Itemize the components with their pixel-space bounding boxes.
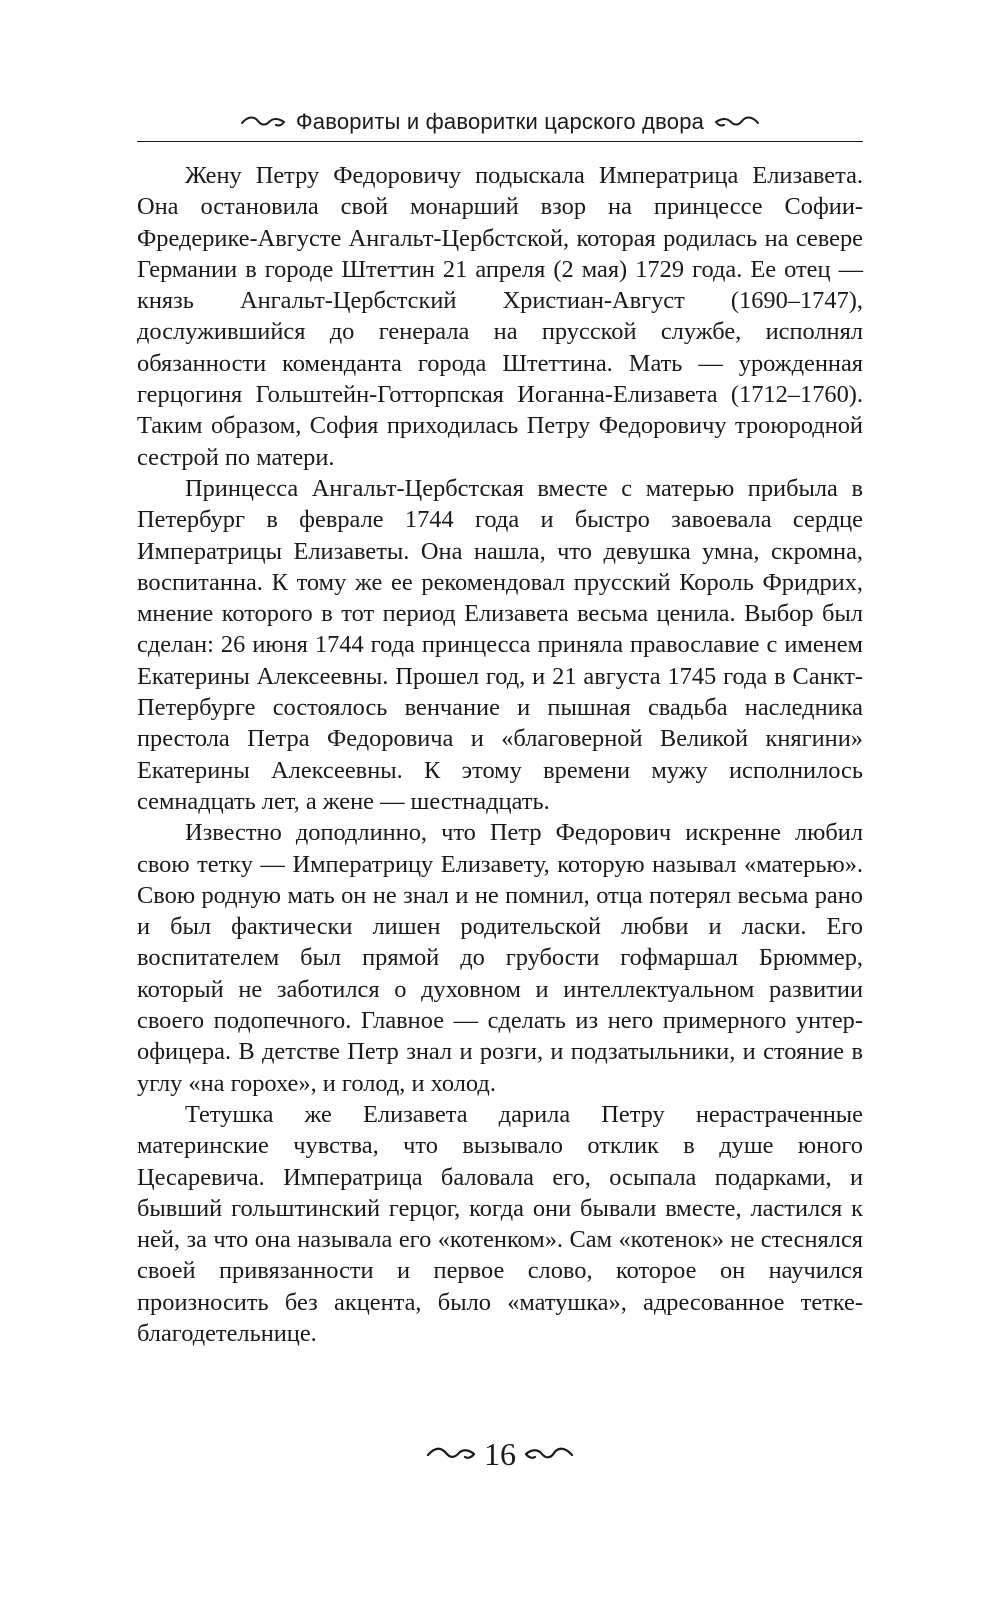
running-head: [137, 104, 863, 140]
paragraph: Тетушка же Елизавета дарила Петру нерастраченные материнские чувства, что вызывало отклик в душе юного Цесаревича. Императрица баловала его, осыпала подарками, и бывший гольштинский герцог, когда они бывали вместе, ластился к ней, за что она называла его «котенком». Сам «котенок» не стеснялся своей привязанности и первое слово, которое он научился произносить без акцента, было «матушка», адресованное тетке-благодетельнице.: [137, 1100, 863, 1347]
paragraph: Жену Петру Федоровичу подыскала Императрица Елизавета. Она остановила свой монарший взор на принцессе Софии-Фредерике-Августе Ангальт-Цербстской, которая родилась на севере Германии в городе Штеттин 21 апреля (2 мая) 1729 года. Ее отец — князь Ангальт-Цербстский Христиан-Август (1690–1747), дослужившийся до генерала на прусской службе, исполнял обязанности коменданта города Штеттина. Мать — урожденная герцогиня Гольштейн-Готторпская Иоганна-Елизавета (1712–1760). Таким образом, София приходилась Петру Федоровичу троюродной сестрой по матери.: [137, 162, 863, 471]
body-text: [137, 160, 863, 1349]
swash-ornament-icon: [240, 114, 286, 130]
swash-ornament-icon: [524, 1445, 574, 1463]
paragraph: Известно доподлинно, что Петр Федорович искренне любил свою тетку — Императрицу Елизавету, которую называл «матерью». Свою родную мать он не знал и не помнил, отца потерял весьма рано и был фактически лишен родительской любви и ласки. Его воспитателем был прямой до грубости гофмаршал Брюммер, который не заботился о духовном и интеллектуальном развитии своего подопечного. Главное — сделать из него примерного унтер-офицера. В детстве Петр знал и розги, и подзатыльники, и стояние в углу «на горохе», и голод, и холод.: [137, 819, 863, 1097]
running-head-title: Фавориты и фаворитки царского двора: [295, 109, 705, 134]
swash-ornament-icon: [426, 1445, 476, 1463]
swash-ornament-icon: [714, 114, 760, 130]
page-footer: [0, 1432, 1000, 1476]
header-rule: [137, 141, 863, 142]
paragraph: Принцесса Ангальт-Цербстская вместе с матерью прибыла в Петербург в феврале 1744 года и быстро завоевала сердце Императрицы Елизаветы. Она нашла, что девушка умна, скромна, воспитанна. К тому же ее рекомендовал прусский Король Фридрих, мнение которого в тот период Елизавета весьма ценила. Выбор был сделан: 26 июня 1744 года принцесса приняла православие с именем Екатерины Алексеевны. Прошел год, и 21 августа 1745 года в Санкт-Петербурге состоялось венчание и пышная свадьба наследника престола Петра Федоровича и «благоверной Великой княгини» Екатерины Алексеевны. К этому времени мужу исполнилось семнадцать лет, а жене — шестнадцать.: [137, 474, 863, 815]
page-number: 16: [484, 1435, 516, 1472]
